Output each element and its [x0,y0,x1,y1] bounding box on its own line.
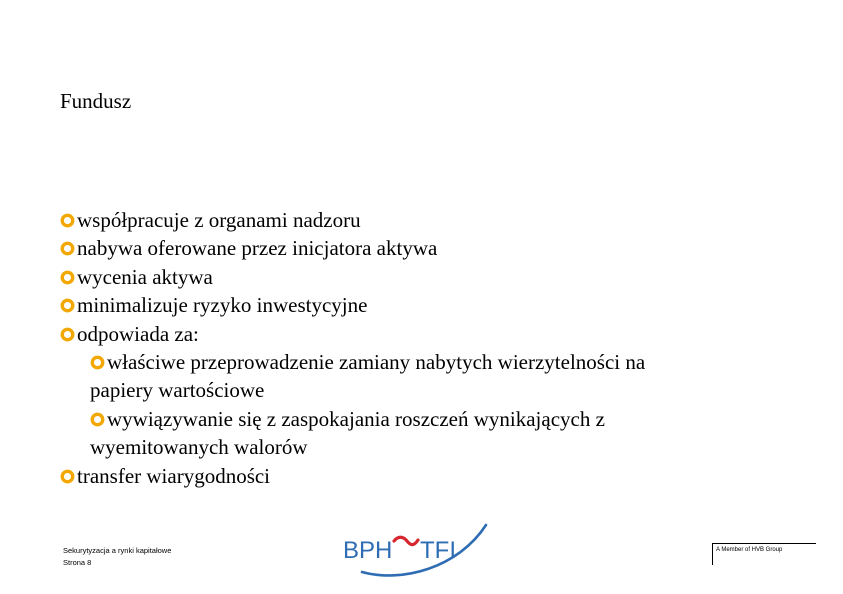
page-title: Fundusz [60,89,132,113]
hvb-member-label: A Member of HVB Group [712,543,816,565]
sub-bullet-continuation: wyemitowanych walorów [90,435,308,460]
footer-caption [63,545,171,569]
sub-bullet-item: wywiązywanie się z zaspokajania roszczeń wynikających z [60,405,760,433]
bullet-item: nabywa oferowane przez inicjatora aktywa [60,234,760,262]
logo-text-tfi: TFI [420,537,456,564]
bph-tfi-logo [340,520,490,582]
orange-ring-bullet-icon [60,241,75,256]
bullet-item: transfer wiarygodności [60,462,760,490]
sub-bullet-item: właściwe przeprowadzenie zamiany nabytych wierzytelności na [60,348,760,376]
footer-presentation-title: Sekurytyzacja a rynki kapitałowe [63,546,172,555]
orange-ring-bullet-icon [90,355,105,370]
orange-ring-bullet-icon [60,213,75,228]
orange-ring-bullet-icon [60,469,75,484]
sub-bullet-continuation: papiery wartościowe [90,378,265,403]
logo-red-swoosh-icon [394,537,418,544]
bullet-item: odpowiada za: [60,320,760,348]
bullet-item: współpracuje z organami nadzoru [60,206,760,234]
orange-ring-bullet-icon [60,327,75,342]
orange-ring-bullet-icon [60,270,75,285]
orange-ring-bullet-icon [90,412,105,427]
bullet-list [60,206,760,490]
footer-page-number: Strona 8 [63,558,92,567]
bullet-item: minimalizuje ryzyko inwestycyjne [60,291,760,319]
orange-ring-bullet-icon [60,298,75,313]
bullet-item: wycenia aktywa [60,263,760,291]
logo-text-bph: BPH [343,537,393,564]
